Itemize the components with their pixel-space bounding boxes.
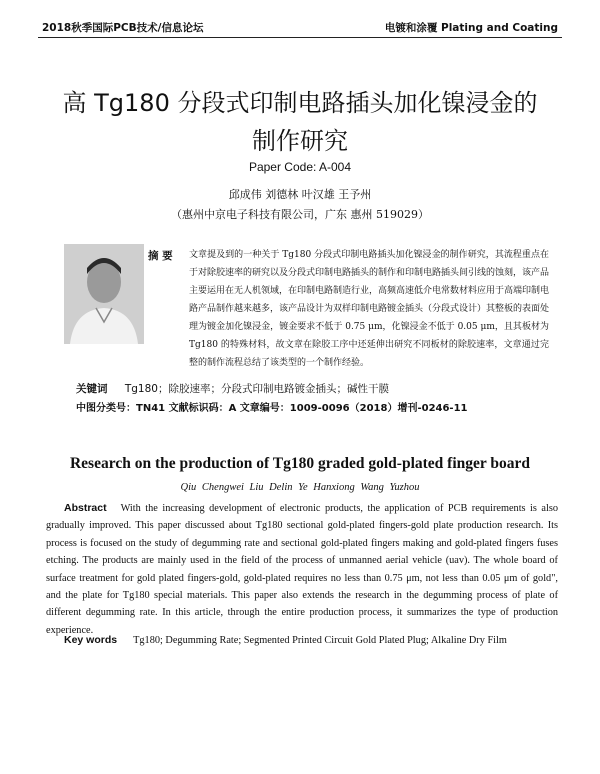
keywords-cn — [76, 381, 556, 396]
keywords-en — [64, 634, 564, 646]
authors-cn: 邱成伟 刘德林 叶汉雄 王予州 — [228, 188, 372, 201]
header-right: 电镀和涂覆 Plating and Coating — [384, 22, 558, 34]
keywords-cn-label: 关键词 — [76, 383, 108, 395]
abstract-en-label: Abstract — [64, 502, 107, 514]
paper-code: Paper Code: A-004 — [248, 160, 352, 174]
abstract-en — [46, 500, 558, 639]
keywords-cn-text: Tg180；除胶速率；分段式印制电路镀金插头；碱性干膜 — [124, 383, 389, 395]
abstract-en-text: With the increasing development of electronic products, the application of PCB requirements is also gradually improved. This paper discussed about Tg180 sectional gold-plated fingers-gold plate production research. Its process is focused on the study of degumming rate and sectional gold-plated fingers making and gold-plated fingers fuses etching. The products are mainly used in the field of the process of unmanned aerial vehicle (uav). The whole board of surface treatment for gold plated fingers-gold, gold-plated requires no less than 0.75 μm, not less than 0.05 μm of gold", and the plate for Tg180 special materials. This paper also extends the research in the degumming process of plate of different degumming rate. In this article, through the entire production process, it summarizes the type of production experience. — [46, 503, 558, 636]
abstract-cn: 文章提及到的一种关于 Tg180 分段式印制电路插头加化镍浸金的制作研究，其流程重点在于对除胶速率的研究以及分段式印制电路插头的制作和印制电路插头间引线的蚀刻，该产品主要运用在无人机领域，在印制电路制造行业，高频高速低介电常数材料应用于高端印制电路产品制作越来越多，该产品设计为双样印制电路镀金插头（分段式设计）其整板的表面处理为镀金加化镍浸金，镀金要求不低于 0.75 μm，化镍浸金不低于 0.05 μm，且其板材为 Tg180 的特殊材料，故文章在除胶工序中还延伸出研究不同板材的除胶速率，文章通过完整的制作流程总结了该类型的一个制作经验。 — [189, 250, 550, 368]
title-cn-line1: 高 Tg180 分段式印制电路插头加化镍浸金的 — [62, 89, 538, 117]
keywords-en-label: Key words — [64, 634, 118, 646]
keywords-en-text: Tg180; Degumming Rate; Segmented Printed Circuit Gold Plated Plug; Alkaline Dry Film — [133, 635, 507, 646]
title-cn — [40, 84, 560, 160]
authors-en: Qiu Chengwei Liu Delin Ye Hanxiong Wang Yuzhou — [180, 482, 420, 493]
abstract-cn-label: 摘 要 — [148, 250, 173, 262]
author-photo — [64, 244, 144, 344]
header-rule — [38, 37, 562, 38]
affiliation-cn: （惠州中京电子科技有限公司，广东 惠州 519029） — [171, 208, 429, 221]
running-header — [42, 20, 558, 38]
header-left: 2018秋季国际PCB技术/信息论坛 — [42, 22, 204, 34]
classification-cn: 中图分类号：TN41 文献标识码：A 文章编号：1009-0096（2018）增刊-0246-11 — [76, 403, 468, 414]
title-cn-line2: 制作研究 — [252, 127, 348, 155]
title-en: Research on the production of Tg180 graded gold-plated finger board — [69, 455, 530, 472]
